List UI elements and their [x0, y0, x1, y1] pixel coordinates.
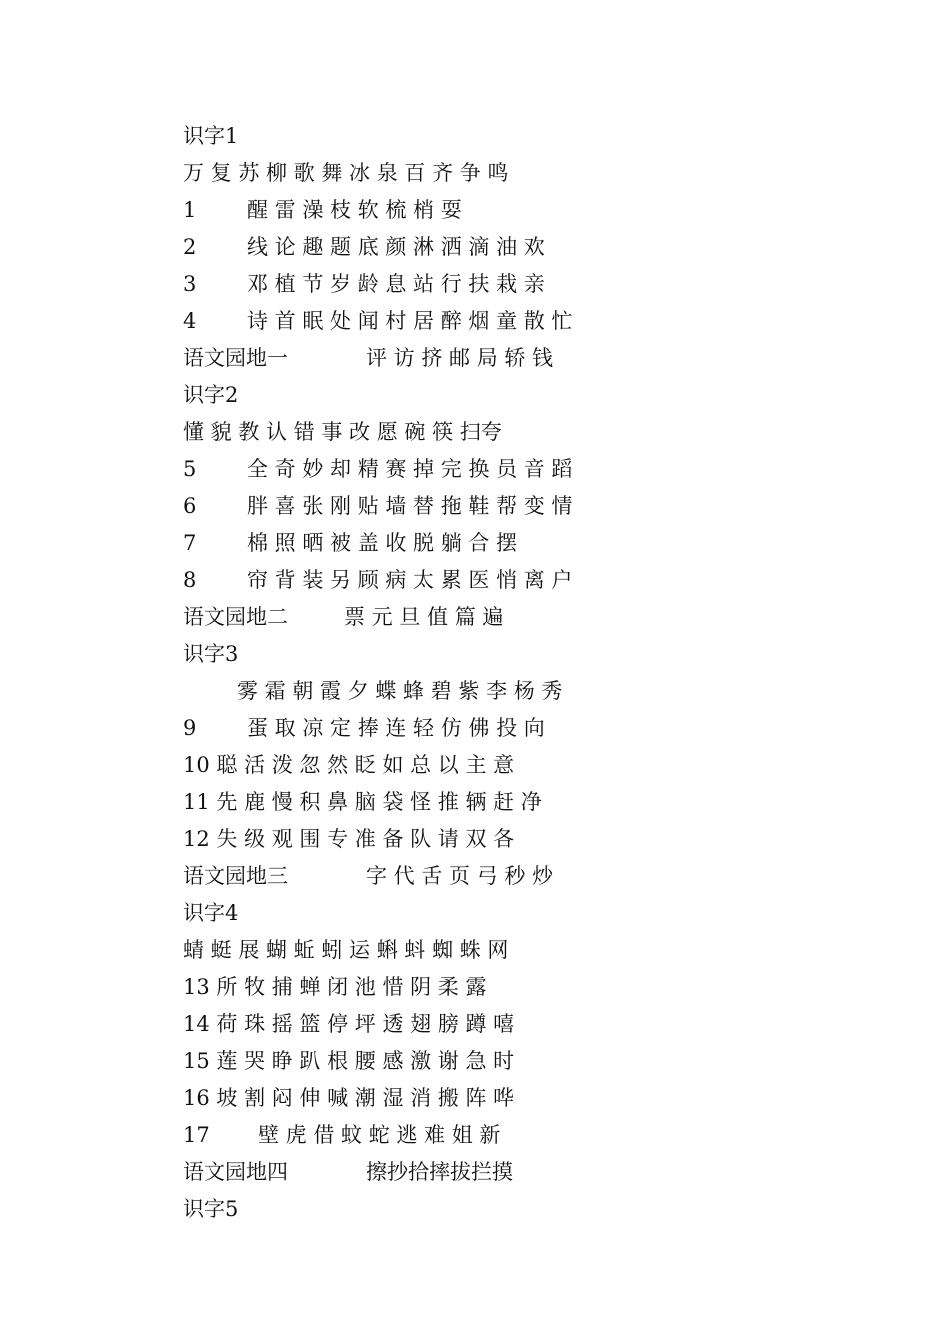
lesson-number: 17	[183, 1123, 210, 1147]
garden-row	[183, 858, 554, 895]
lesson-row	[183, 1080, 514, 1117]
line-text: 万 复 苏 柳 歌 舞 冰 泉 百 齐 争 鸣	[183, 161, 509, 185]
line-text: 14 荷 珠 摇 篮 停 坪 透 翅 膀 蹲 嘻	[183, 1012, 515, 1036]
garden-label: 语文园地三	[183, 864, 288, 888]
garden-row	[183, 599, 504, 636]
character-row	[183, 932, 508, 969]
lesson-row	[183, 229, 545, 266]
line-text: 13 所 牧 捕 蝉 闭 池 惜 阴 柔 露	[183, 975, 487, 999]
lesson-row	[183, 192, 462, 229]
line-text: 懂 貌 教 认 错 事 改 愿 碗 筷 扫夸	[183, 420, 502, 444]
garden-label: 语文园地二	[183, 605, 288, 629]
lesson-row	[183, 1006, 514, 1043]
line-text: 线 论 趣 题 底 颜 淋 洒 滴 油 欢	[247, 235, 545, 259]
line-text: 帘 背 装 另 顾 病 太 累 医 悄 离 户	[247, 568, 573, 592]
line-text: 诗 首 眠 处 闻 村 居 醉 烟 童 散 忙	[247, 309, 573, 333]
garden-label: 语文园地一	[183, 346, 288, 370]
line-text: 壁 虎 借 蚊 蛇 逃 难 姐 新	[258, 1123, 501, 1147]
line-text: 雾 霜 朝 霞 夕 蝶 蜂 碧 紫 李 杨 秀	[237, 679, 563, 703]
line-text: 识字3	[183, 642, 239, 666]
section-heading	[183, 636, 238, 673]
line-text: 评 访 挤 邮 局 轿 钱	[366, 346, 554, 370]
lesson-row	[183, 710, 545, 747]
line-text: 票 元 旦 值 篇 遍	[344, 605, 504, 629]
section-heading	[183, 1191, 238, 1228]
lesson-number: 8	[183, 568, 197, 592]
lesson-number: 6	[183, 494, 197, 518]
line-text: 胖 喜 张 刚 贴 墙 替 拖 鞋 帮 变 情	[247, 494, 573, 518]
garden-label: 语文园地四	[183, 1160, 288, 1184]
lesson-row	[183, 969, 486, 1006]
garden-row	[183, 1154, 513, 1191]
lesson-number: 2	[183, 235, 197, 259]
lesson-row	[183, 562, 573, 599]
garden-row	[183, 340, 554, 377]
lesson-number: 4	[183, 309, 197, 333]
character-row	[183, 155, 508, 192]
lesson-row	[183, 1117, 501, 1154]
line-text: 字 代 舌 页 弓 秒 炒	[366, 864, 554, 888]
lesson-row	[183, 747, 514, 784]
line-text: 11 先 鹿 慢 积 鼻 脑 袋 怪 推 辆 赶 净	[183, 790, 542, 814]
lesson-number: 5	[183, 457, 197, 481]
line-text: 擦抄拾摔拔拦摸	[366, 1160, 513, 1184]
line-text: 蜻 蜓 展 蝴 蚯 蚓 运 蝌 蚪 蜘 蛛 网	[183, 938, 509, 962]
line-text: 全 奇 妙 却 精 赛 掉 完 换 员 音 蹈	[247, 457, 573, 481]
line-text: 10 聪 活 泼 忽 然 眨 如 总 以 主 意	[183, 753, 515, 777]
line-text: 醒 雷 澡 枝 软 梳 梢 耍	[247, 198, 462, 222]
lesson-number: 9	[183, 716, 197, 740]
character-row	[183, 414, 502, 451]
line-text: 识字2	[183, 383, 239, 407]
lesson-number: 1	[183, 198, 197, 222]
lesson-row	[183, 784, 542, 821]
lesson-row	[183, 821, 514, 858]
section-heading	[183, 118, 238, 155]
lesson-row	[183, 1043, 514, 1080]
line-text: 15 莲 哭 睁 趴 根 腰 感 激 谢 急 时	[183, 1049, 515, 1073]
line-text: 邓 植 节 岁 龄 息 站 行 扶 栽 亲	[247, 272, 545, 296]
lesson-row	[183, 451, 573, 488]
section-heading	[183, 895, 238, 932]
lesson-number: 3	[183, 272, 197, 296]
lesson-row	[183, 525, 518, 562]
lesson-row	[183, 488, 573, 525]
line-text: 12 失 级 观 围 专 准 备 队 请 双 各	[183, 827, 515, 851]
lesson-row	[183, 266, 545, 303]
section-heading	[183, 377, 238, 414]
line-text: 16 坡 割 闷 伸 喊 潮 湿 消 搬 阵 哗	[183, 1086, 515, 1110]
line-text: 识字1	[183, 124, 239, 148]
line-text: 识字4	[183, 901, 239, 925]
line-text: 蛋 取 凉 定 捧 连 轻 仿 佛 投 向	[247, 716, 545, 740]
line-text: 棉 照 晒 被 盖 收 脱 躺 合 摆	[247, 531, 518, 555]
line-text: 识字5	[183, 1197, 239, 1221]
lesson-row	[183, 303, 573, 340]
lesson-number: 7	[183, 531, 197, 555]
